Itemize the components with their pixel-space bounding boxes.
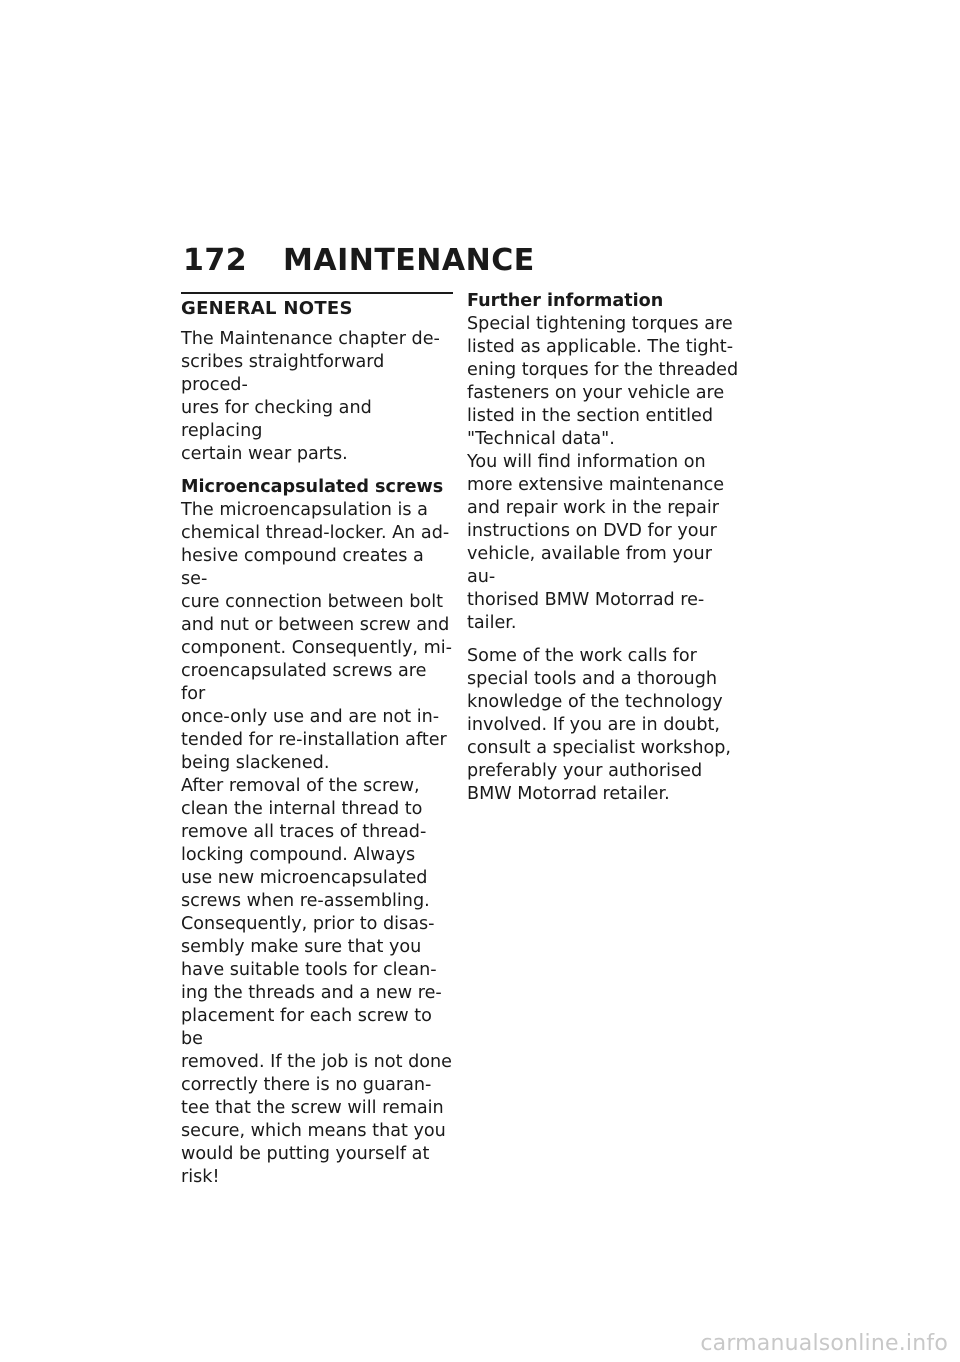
chapter-title: MAINTENANCE <box>283 242 535 278</box>
intro-paragraph: The Maintenance chapter de- scribes straightforward proced- ures for checking and replacing certain wear parts. <box>181 329 440 464</box>
left-column <box>181 292 453 1189</box>
page-header <box>183 240 535 280</box>
further-info-paragraph-2: You will find information on more extensive maintenance and repair work in the repair instructions on DVD for your vehicle, available from your au- thorised BMW Motorrad re- tailer. <box>467 452 725 633</box>
further-info-heading: Further information <box>467 291 664 311</box>
further-info-paragraph-1: Special tightening torques are listed as applicable. The tight- ening torques for the threaded fasteners on your vehicle are listed in the section entitled "Technical data". <box>467 314 739 449</box>
microencapsulated-paragraph-1: The microencapsulation is a chemical thread-locker. An ad- hesive compound creates a se- cure connection between bolt and nut or between screw and component. Consequently, mi- croencapsulated screws are for once-only use and are not in- tended for re-installation after being slackened. <box>181 500 452 773</box>
microencapsulated-paragraph-2: After removal of the screw, clean the internal thread to remove all traces of thread- locking compound. Always use new microencapsulated screws when re-assembling. Consequently, prior to disas- sembly make sure that you have suitable tools for clean- ing the threads and a new re- placement for each screw to be removed. If the job is not done correctly there is no guaran- tee that the screw will remain secure, which means that you would be putting yourself at risk! <box>181 776 452 1187</box>
microencapsulated-heading: Microencapsulated screws <box>181 477 444 497</box>
section-title: GENERAL NOTES <box>181 292 453 320</box>
right-column <box>467 290 739 806</box>
footer-watermark: carmanualsonline.info <box>700 1331 948 1356</box>
page-number: 172 <box>183 242 248 278</box>
further-info-paragraph-3: Some of the work calls for special tools and a thorough knowledge of the technology involved. If you are in doubt, consult a specialist workshop, preferably your authorised BMW Motorrad retailer. <box>467 646 732 804</box>
